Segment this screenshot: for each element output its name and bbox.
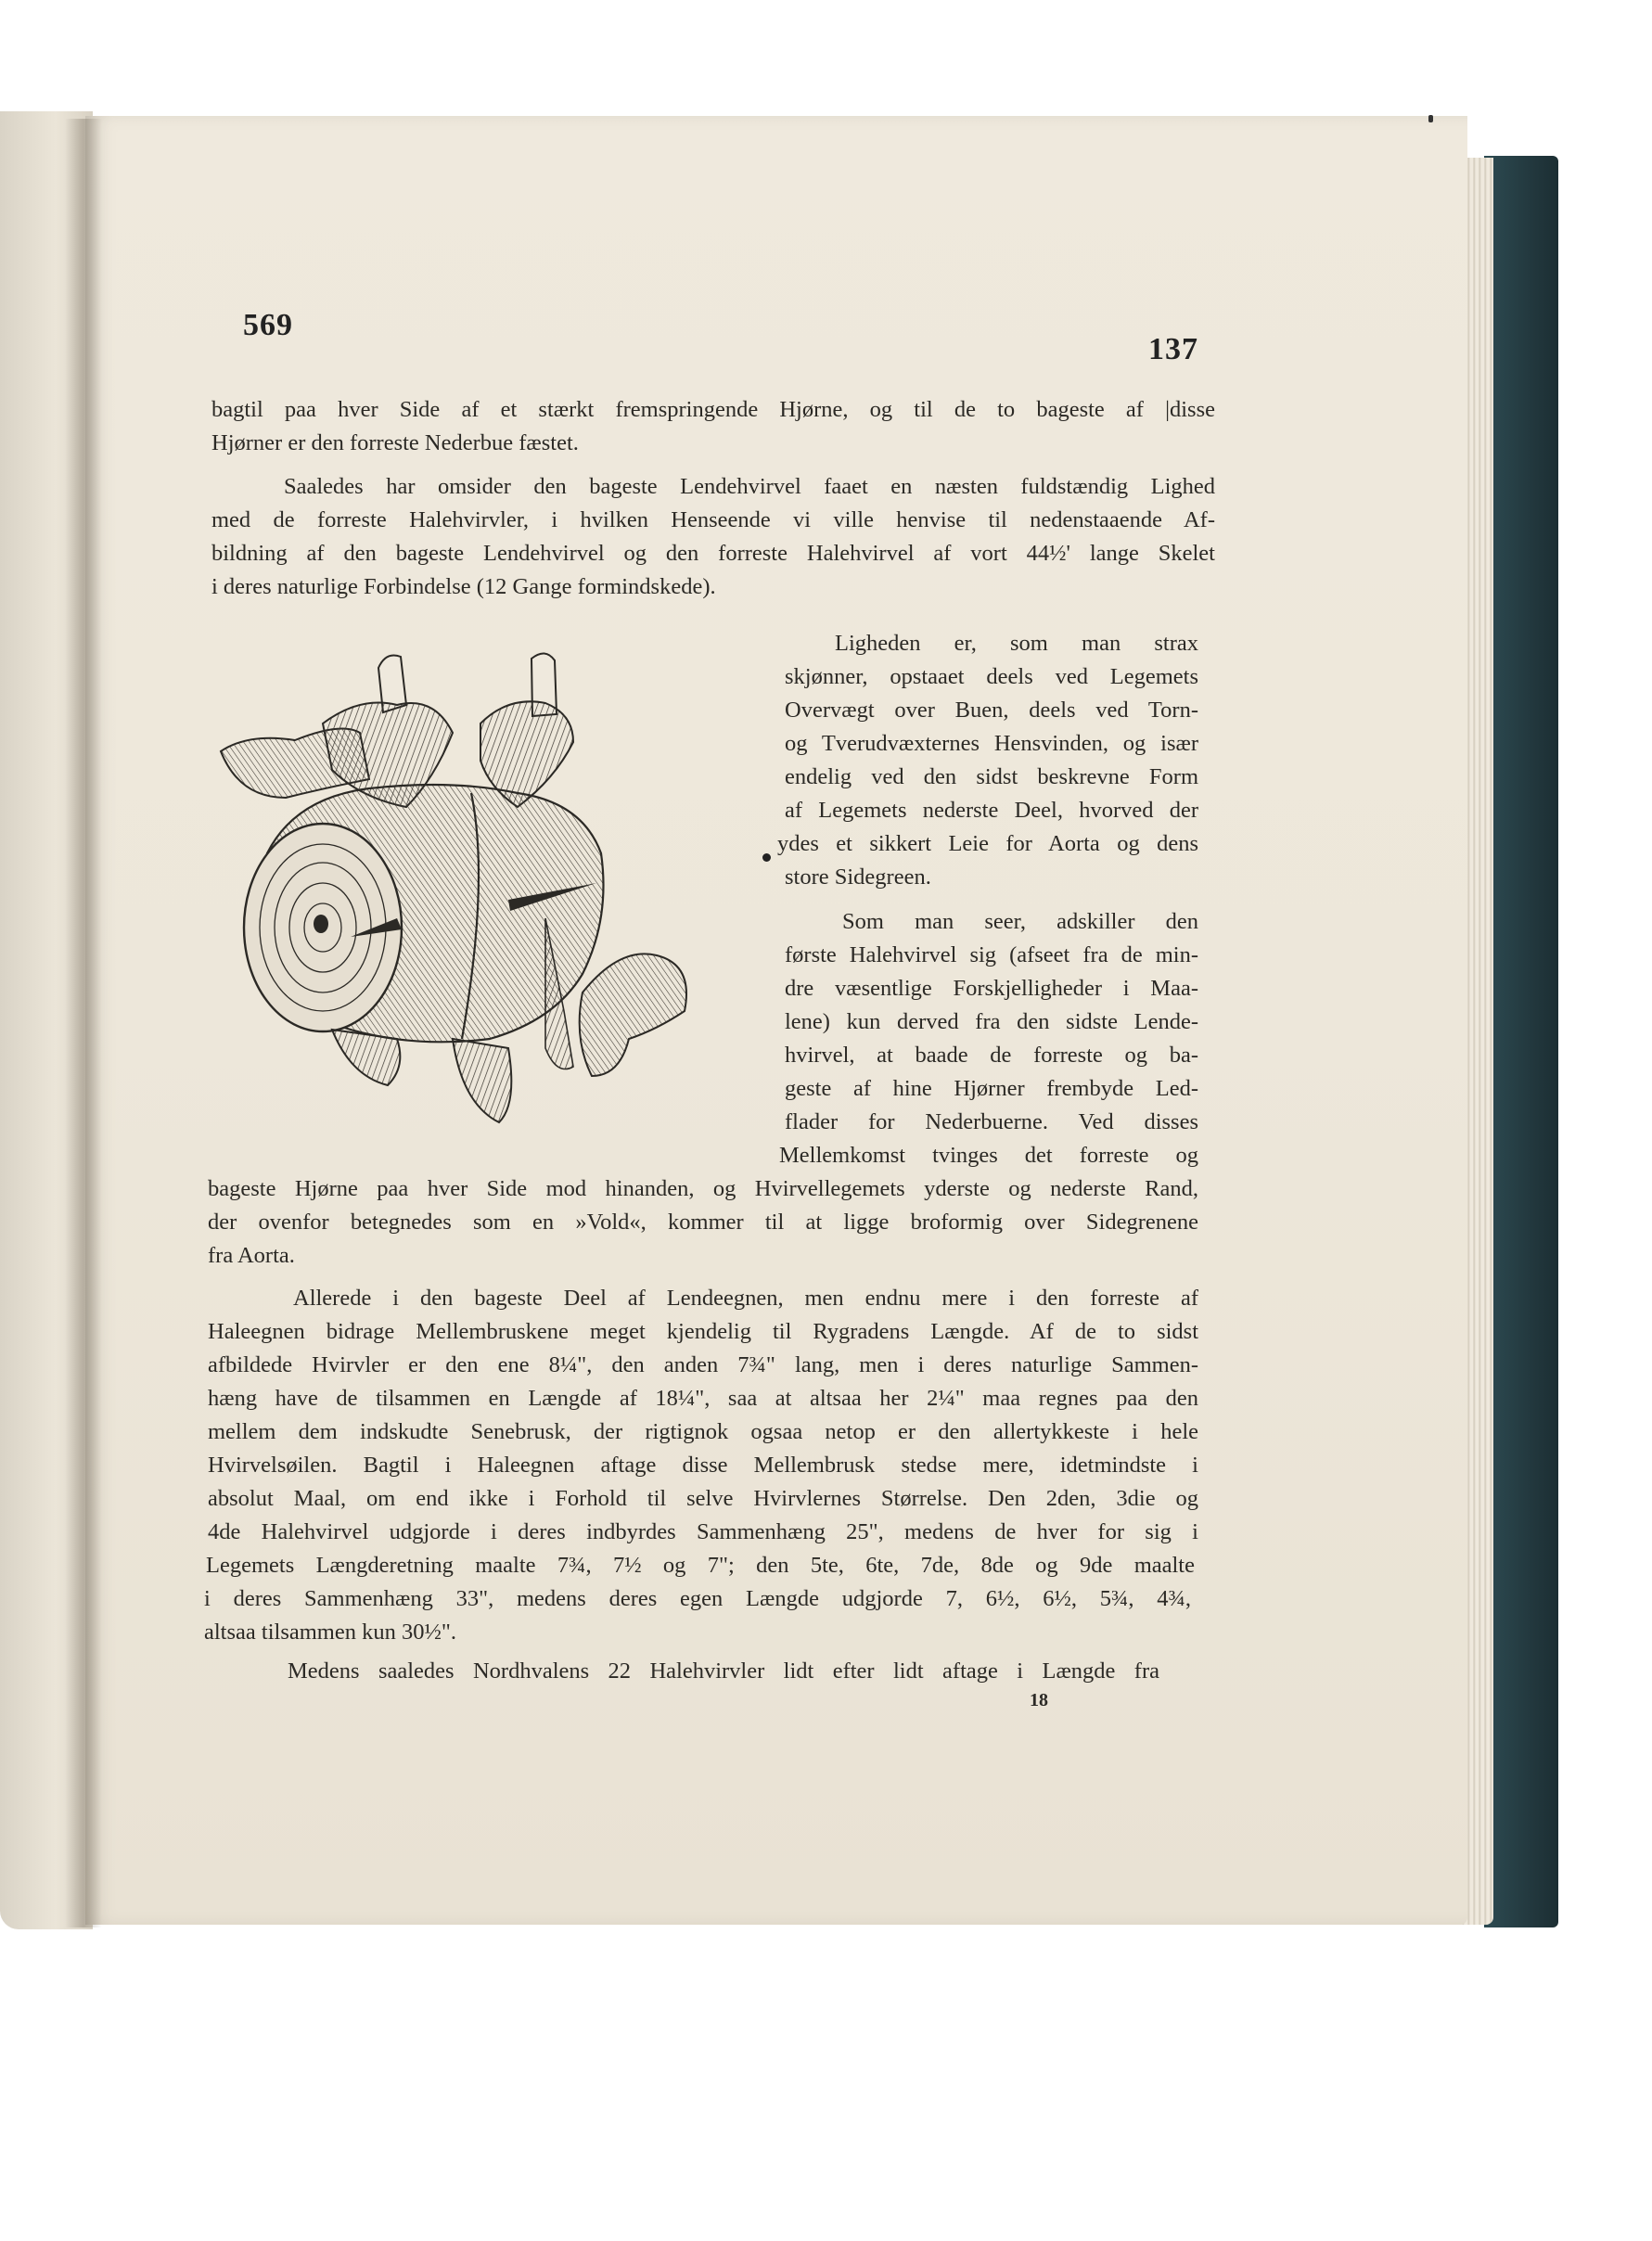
book-gutter <box>65 119 102 1927</box>
text-line: i deres naturlige Forbindelse (12 Gange formindskede). <box>211 574 716 599</box>
text-line: endelig ved den sidst beskrevne Form <box>785 764 1198 789</box>
vertebrae-engraving-icon <box>211 640 749 1169</box>
text-line: og Tverudvæxternes Hensvinden, og især <box>785 731 1198 756</box>
signature-mark: 18 <box>1030 1690 1048 1710</box>
text-line: lene) kun derved fra den sidste Lende- <box>785 1009 1198 1034</box>
text-line: mellem dem indskudte Senebrusk, der rigtignok ogsaa netop er den allertykkeste i hele <box>208 1419 1198 1444</box>
text-line: dre væsentlige Forskjelligheder i Maa- <box>785 976 1198 1001</box>
book-cover <box>1484 156 1558 1927</box>
text-line: bageste Hjørne paa hver Side mod hinanden, og Hvirvellegemets yderste og nederste Rand, <box>208 1176 1198 1201</box>
text-line: ydes et sikkert Leie for Aorta og dens <box>777 831 1198 856</box>
text-line: hæng have de tilsammen en Længde af 18¼", saa at altsaa her 2¼" maa regnes paa den <box>208 1386 1198 1411</box>
text-line: Hjørner er den forreste Nederbue fæstet. <box>211 430 579 455</box>
text-line: Legemets Længderetning maalte 7¾, 7½ og 7"; den 5te, 6te, 7de, 8de og 9de maalte <box>206 1553 1195 1578</box>
text-line: altsaa tilsammen kun 30½". <box>204 1620 456 1645</box>
text-line: af Legemets nederste Deel, hvorved der <box>785 798 1198 823</box>
text-line: afbildede Hvirvler er den ene 8¼", den anden 7¾" lang, men i deres naturlige Sammen- <box>208 1352 1198 1377</box>
text-line: store Sidegreen. <box>785 864 931 890</box>
text-line: med de forreste Halehvirvler, i hvilken Henseende vi ville henvise til nedenstaaende Af- <box>211 507 1215 532</box>
folio-number-right: 137 <box>1148 332 1198 366</box>
text-line: skjønner, opstaaet deels ved Legemets <box>785 664 1198 689</box>
text-line: Medens saaledes Nordhvalens 22 Halehvirvler lidt efter lidt aftage i Længde fra <box>288 1658 1159 1684</box>
text-line: Ligheden er, som man strax <box>835 631 1198 656</box>
folio-number-left: 569 <box>243 308 293 342</box>
text-line: hvirvel, at baade de forreste og ba- <box>785 1043 1198 1068</box>
text-line: der ovenfor betegnedes som en »Vold«, kommer til at ligge broformig over Sidegrenene <box>208 1210 1198 1235</box>
text-line: i deres Sammenhæng 33", medens deres egen Længde udgjorde 7, 6½, 6½, 5¾, 4¾, <box>204 1586 1191 1611</box>
text-line: Haleegnen bidrage Mellembruskene meget kjendelig til Rygradens Længde. Af de to sidst <box>208 1319 1198 1344</box>
text-line: Som man seer, adskiller den <box>842 909 1198 934</box>
text-line: flader for Nederbuerne. Ved disses <box>785 1109 1198 1134</box>
text-line: første Halehvirvel sig (afseet fra de min- <box>785 942 1198 967</box>
dust-speck <box>1428 115 1433 122</box>
ink-dot <box>762 853 771 862</box>
text-line: Mellemkomst tvinges det forreste og <box>779 1143 1198 1168</box>
text-line: Hvirvelsøilen. Bagtil i Haleegnen aftage disse Mellembrusk stedse mere, idetmindste i <box>208 1453 1198 1478</box>
text-line: bagtil paa hver Side af et stærkt fremspringende Hjørne, og til de to bageste af |disse <box>211 397 1215 422</box>
text-line: Overvægt over Buen, deels ved Torn- <box>785 698 1198 723</box>
text-line: Allerede i den bageste Deel af Lendeegnen, men endnu mere i den forreste af <box>293 1286 1198 1311</box>
text-line: absolut Maal, om end ikke i Forhold til selve Hvirvlernes Størrelse. Den 2den, 3die og <box>208 1486 1198 1511</box>
text-line: 4de Halehvirvel udgjorde i deres indbyrdes Sammenhæng 25", medens de hver for sig i <box>208 1519 1198 1544</box>
text-line: Saaledes har omsider den bageste Lendehvirvel faaet en næsten fuldstændig Lighed <box>284 474 1215 499</box>
text-line: geste af hine Hjørner frembyde Led- <box>785 1076 1198 1101</box>
text-line: fra Aorta. <box>208 1243 295 1268</box>
text-line: bildning af den bageste Lendehvirvel og den forreste Halehvirvel af vort 44½' lange Skelet <box>211 541 1215 566</box>
